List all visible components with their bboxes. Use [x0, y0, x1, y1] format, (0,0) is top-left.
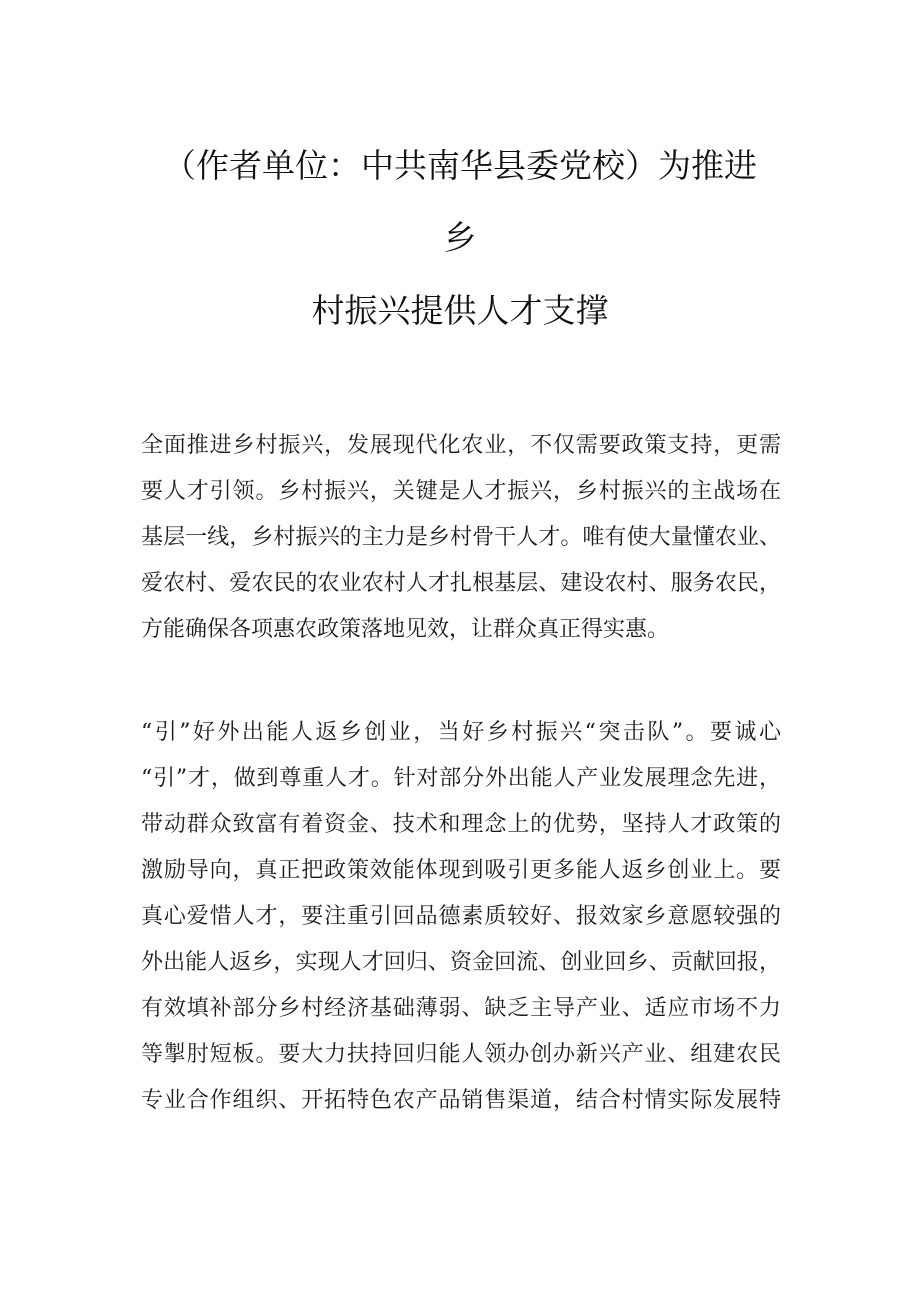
- paragraph-line: 基层一线，乡村振兴的主力是乡村骨干人才。唯有使大量懂农业、: [141, 525, 781, 550]
- paragraph-line: 外出能人返乡，实现人才回归、资金回流、创业回乡、贡献回报，: [141, 950, 781, 975]
- paragraph-line: 真心爱惜人才，要注重引回品德素质较好、报效家乡意愿较强的: [141, 904, 781, 929]
- paragraph-line: 专业合作组织、开拓特色农产品销售渠道，结合村情实际发展特: [141, 1088, 781, 1113]
- paragraph-1: [141, 423, 781, 653]
- paragraph-line: “引”才，做到尊重人才。针对部分外出能人产业发展理念先进，: [141, 766, 781, 791]
- paragraph-line: 方能确保各项惠农政策落地见效，让群众真正得实惠。: [141, 617, 670, 642]
- paragraph-line: 激励导向，真正把政策效能体现到吸引更多能人返乡创业上。要: [141, 858, 781, 883]
- paragraph-line: 有效填补部分乡村经济基础薄弱、缺乏主导产业、适应市场不力: [141, 996, 781, 1021]
- paragraph-line: 等掣肘短板。要大力扶持回归能人领办创办新兴产业、组建农民: [141, 1042, 781, 1067]
- document-title-line-2: 乡: [443, 218, 477, 257]
- paragraph-2: [141, 710, 781, 1124]
- paragraph-line: 爱农村、爱农民的农业农村人才扎根基层、建设农村、服务农民，: [141, 571, 781, 596]
- paragraph-line: 带动群众致富有着资金、技术和理念上的优势，坚持人才政策的: [141, 812, 781, 837]
- paragraph-line: “引”好外出能人返乡创业，当好乡村振兴“突击队”。要诚心: [141, 720, 781, 745]
- paragraph-line: 全面推进乡村振兴，发展现代化农业，不仅需要政策支持，更需: [141, 433, 781, 458]
- document-title-line-3: 村振兴提供人才支撑: [311, 291, 609, 330]
- paragraph-line: 要人才引领。乡村振兴，关键是人才振兴，乡村振兴的主战场在: [141, 479, 781, 504]
- document-title-line-1: （作者单位：中共南华县委党校）为推进: [163, 146, 757, 185]
